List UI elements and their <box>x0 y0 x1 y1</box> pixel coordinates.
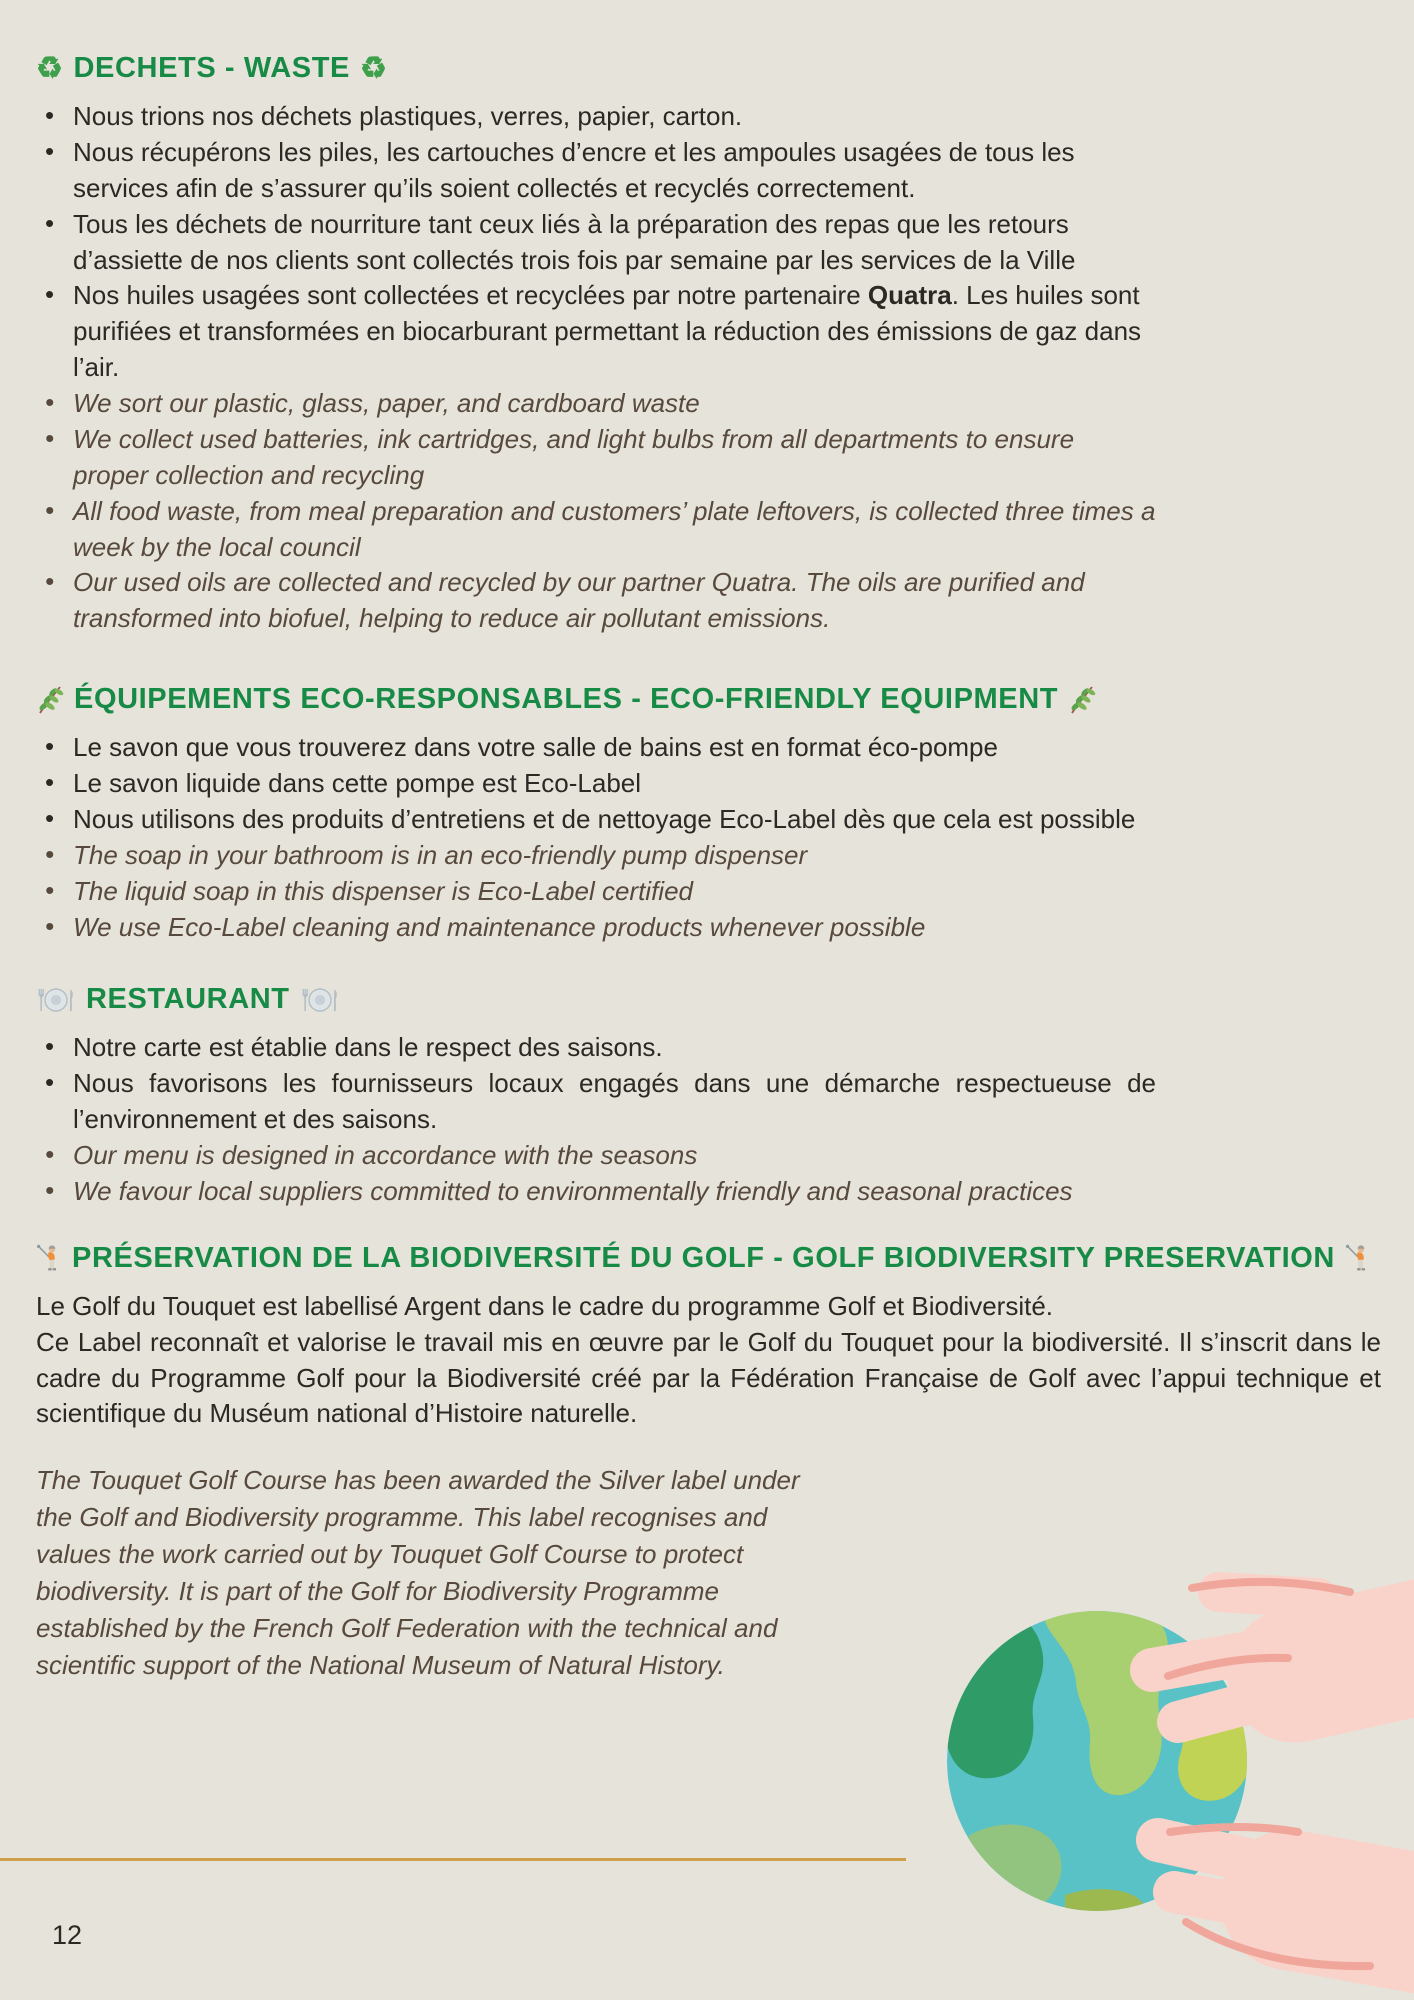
list-item: • Nous utilisons des produits d’entretiens et de nettoyage Eco-Label dès que cela est possible <box>36 802 1156 838</box>
page-number: 12 <box>52 1920 83 1950</box>
list-item: • The liquid soap in this dispenser is Eco-Label certified <box>36 874 1156 910</box>
section-title-text: PRÉSERVATION DE LA BIODIVERSITÉ DU GOLF - GOLF BIODIVERSITY PRESERVATION <box>72 1241 1335 1274</box>
waste-fr-list <box>36 99 1156 386</box>
footer-divider-line <box>0 1858 906 1861</box>
list-item: • Nous récupérons les piles, les cartouches d’encre et les ampoules usagées de tous les services afin de s’assurer qu’ils soient collectés et recyclés correctement. <box>36 135 1156 207</box>
list-item: • Nous favorisons les fournisseurs locaux engagés dans une démarche respectueuse de l’environnement et des saisons. <box>36 1066 1156 1138</box>
herb-icon <box>1068 685 1096 715</box>
list-item: • Our menu is designed in accordance with the seasons <box>36 1138 1156 1174</box>
list-item: • Le savon liquide dans cette pompe est Eco-Label <box>36 766 1156 802</box>
section-title-text: ÉQUIPEMENTS ECO-RESPONSABLES - ECO-FRIENDLY EQUIPMENT <box>74 683 1059 716</box>
section-title-equipment <box>36 683 1381 716</box>
golfer-icon <box>1345 1243 1371 1273</box>
equipment-en-list <box>36 838 1156 946</box>
list-item: • We collect used batteries, ink cartridges, and light bulbs from all departments to ensure proper collection and recycling <box>36 422 1156 494</box>
list-item: • We sort our plastic, glass, paper, and cardboard waste <box>36 386 1156 422</box>
section-title-waste <box>36 52 1381 85</box>
list-item: • Le savon que vous trouverez dans votre salle de bains est en format éco-pompe <box>36 730 1156 766</box>
fork-knife-plate-icon <box>36 985 76 1015</box>
golfer-icon <box>36 1243 62 1273</box>
page-content <box>36 52 1381 1710</box>
list-item: • We use Eco-Label cleaning and maintenance products whenever possible <box>36 910 1156 946</box>
recycle-icon: ♻ <box>359 51 388 85</box>
earth-hands-illustration <box>930 1570 1414 2000</box>
list-item: • Nous trions nos déchets plastiques, verres, papier, carton. <box>36 99 1156 135</box>
partner-name: Quatra <box>867 280 952 311</box>
list-item: • We favour local suppliers committed to environmentally friendly and seasonal practices <box>36 1174 1156 1210</box>
biodiversity-en-paragraph: The Touquet Golf Course has been awarded the Silver label under the Golf and Biodiversity programme. This label recognises and values the work carried out by Touquet Golf Course to protect biodiversity. It is part of the Golf for Biodiversity Programme established by the French Golf Federation with the technical and scientific support of the National Museum of Natural History. <box>36 1465 800 1680</box>
section-equipment <box>36 683 1381 945</box>
section-title-biodiversity <box>36 1242 1381 1275</box>
oils-text-pre: Nos huiles usagées sont collectées et recyclées par notre partenaire <box>73 280 868 311</box>
herb-icon <box>36 685 64 715</box>
hand-bottom <box>1158 1840 1414 1925</box>
section-title-text: DECHETS - WASTE <box>73 52 350 84</box>
biodiversity-fr-line: Le Golf du Touquet est labellisé Argent dans le cadre du programme Golf et Biodiversité. <box>36 1290 1053 1321</box>
biodiversity-fr-paragraph: Ce Label reconnaît et valorise le travail mis en œuvre par le Golf du Touquet pour la biodiversité. Il s’inscrit dans le cadre du Programme Golf pour la Biodiversité créé par la Fédération Française de Golf avec l’appui technique et scientifique du Muséum national d’Histoire naturelle. <box>36 1326 1381 1429</box>
restaurant-en-list <box>36 1138 1156 1210</box>
list-item: • Notre carte est établie dans le respect des saisons. <box>36 1030 1156 1066</box>
list-item: • Our used oils are collected and recycled by our partner Quatra. The oils are purified and transformed into biofuel, helping to reduce air pollutant emissions. <box>36 565 1156 637</box>
recycle-icon: ♻ <box>36 51 64 85</box>
section-restaurant <box>36 983 1381 1209</box>
waste-en-list <box>36 386 1156 637</box>
section-waste <box>36 52 1381 637</box>
list-item: • Tous les déchets de nourriture tant ceux liés à la préparation des repas que les retours d’assiette de nos clients sont collectés trois fois par semaine par les services de la Ville <box>36 207 1156 279</box>
section-title-restaurant <box>36 983 1381 1016</box>
restaurant-fr-list <box>36 1030 1156 1138</box>
oils-text-post: . Les huiles sont purifiées et transformées en biocarburant permettant la réduction des émissions de gaz dans l’air. <box>73 280 1142 383</box>
list-item: • All food waste, from meal preparation and customers’ plate leftovers, is collected three times a week by the local council <box>36 494 1156 566</box>
list-item: • The soap in your bathroom is in an eco-friendly pump dispenser <box>36 838 1156 874</box>
list-item <box>36 278 1156 386</box>
fork-knife-plate-icon <box>300 985 340 1015</box>
equipment-fr-list <box>36 730 1156 838</box>
section-title-text: RESTAURANT <box>86 983 290 1016</box>
